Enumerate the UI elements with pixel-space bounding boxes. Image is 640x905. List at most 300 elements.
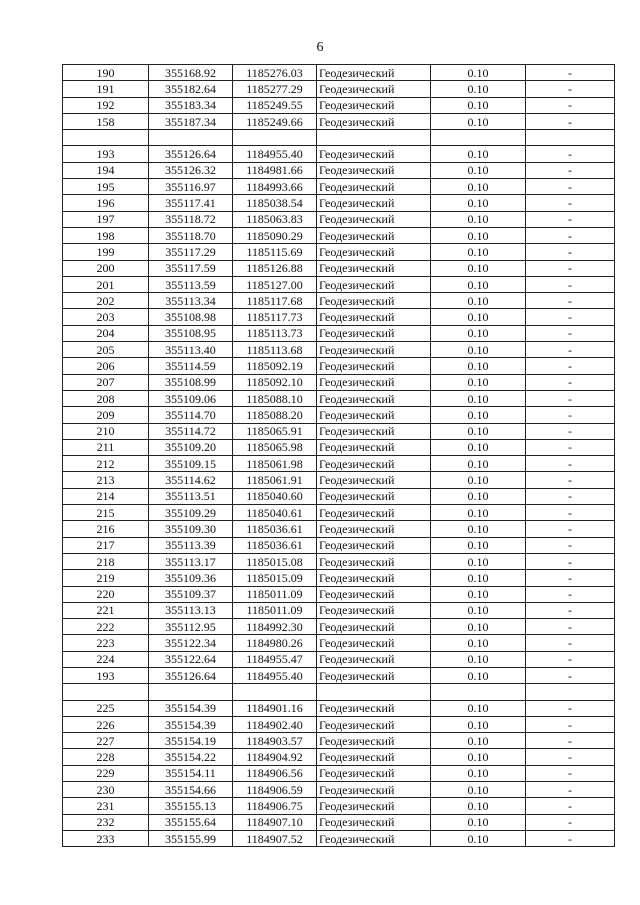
extra-cell: - (526, 358, 615, 374)
y-coordinate-cell: 1184906.59 (233, 782, 317, 798)
accuracy-cell: 0.10 (431, 179, 526, 195)
point-number-cell: 191 (63, 81, 149, 97)
accuracy-cell: 0.10 (431, 635, 526, 651)
table-row (63, 260, 615, 276)
accuracy-cell: 0.10 (431, 390, 526, 406)
table-row (63, 65, 615, 81)
y-coordinate-cell: 1184993.66 (233, 179, 317, 195)
y-coordinate-cell: 1185127.00 (233, 276, 317, 292)
extra-cell: - (526, 439, 615, 455)
point-number-cell: 215 (63, 505, 149, 521)
point-number-cell: 225 (63, 700, 149, 716)
y-coordinate-cell: 1185038.54 (233, 195, 317, 211)
y-coordinate-cell: 1185015.09 (233, 570, 317, 586)
accuracy-cell: 0.10 (431, 472, 526, 488)
y-coordinate-cell: 1185113.73 (233, 325, 317, 341)
y-coordinate-cell: 1185011.09 (233, 602, 317, 618)
method-cell: Геодезический (317, 472, 431, 488)
point-number-cell: 199 (63, 244, 149, 260)
method-cell: Геодезический (317, 814, 431, 830)
x-coordinate-cell: 355168.92 (149, 65, 233, 81)
table-row (63, 390, 615, 406)
y-coordinate-cell: 1185040.61 (233, 505, 317, 521)
y-coordinate-cell: 1185277.29 (233, 81, 317, 97)
method-cell: Геодезический (317, 602, 431, 618)
extra-cell: - (526, 456, 615, 472)
table-row (63, 309, 615, 325)
point-number-cell: 231 (63, 798, 149, 814)
accuracy-cell: 0.10 (431, 716, 526, 732)
table-row (63, 113, 615, 129)
point-number-cell: 198 (63, 227, 149, 243)
x-coordinate-cell: 355154.11 (149, 765, 233, 781)
y-coordinate-cell (233, 130, 317, 146)
x-coordinate-cell: 355155.13 (149, 798, 233, 814)
extra-cell: - (526, 505, 615, 521)
page-number: 6 (316, 40, 324, 55)
y-coordinate-cell: 1184955.40 (233, 146, 317, 162)
point-number-cell: 219 (63, 570, 149, 586)
method-cell: Геодезический (317, 325, 431, 341)
method-cell: Геодезический (317, 342, 431, 358)
extra-cell: - (526, 814, 615, 830)
table-row (63, 244, 615, 260)
y-coordinate-cell: 1185040.60 (233, 488, 317, 504)
point-number-cell: 196 (63, 195, 149, 211)
point-number-cell: 204 (63, 325, 149, 341)
table-row (63, 423, 615, 439)
extra-cell: - (526, 765, 615, 781)
extra-cell: - (526, 553, 615, 569)
point-number-cell: 232 (63, 814, 149, 830)
y-coordinate-cell: 1185036.61 (233, 521, 317, 537)
point-number-cell: 205 (63, 342, 149, 358)
x-coordinate-cell: 355113.59 (149, 276, 233, 292)
method-cell: Геодезический (317, 570, 431, 586)
accuracy-cell: 0.10 (431, 521, 526, 537)
coordinates-table-body (63, 65, 615, 847)
y-coordinate-cell: 1184902.40 (233, 716, 317, 732)
y-coordinate-cell: 1185276.03 (233, 65, 317, 81)
extra-cell (526, 684, 615, 700)
method-cell: Геодезический (317, 309, 431, 325)
point-number-cell: 226 (63, 716, 149, 732)
x-coordinate-cell: 355114.70 (149, 407, 233, 423)
table-row (63, 651, 615, 667)
table-row (63, 472, 615, 488)
method-cell: Геодезический (317, 733, 431, 749)
accuracy-cell: 0.10 (431, 358, 526, 374)
extra-cell: - (526, 81, 615, 97)
method-cell: Геодезический (317, 553, 431, 569)
y-coordinate-cell: 1185092.10 (233, 374, 317, 390)
table-row (63, 211, 615, 227)
extra-cell: - (526, 195, 615, 211)
x-coordinate-cell: 355118.72 (149, 211, 233, 227)
extra-cell: - (526, 179, 615, 195)
point-number-cell: 218 (63, 553, 149, 569)
point-number-cell: 207 (63, 374, 149, 390)
y-coordinate-cell: 1185249.55 (233, 97, 317, 113)
x-coordinate-cell: 355113.34 (149, 293, 233, 309)
point-number-cell: 228 (63, 749, 149, 765)
x-coordinate-cell: 355109.20 (149, 439, 233, 455)
table-row (63, 570, 615, 586)
y-coordinate-cell: 1184981.66 (233, 162, 317, 178)
table-row (63, 586, 615, 602)
method-cell: Геодезический (317, 586, 431, 602)
table-row (63, 814, 615, 830)
y-coordinate-cell: 1184904.92 (233, 749, 317, 765)
extra-cell: - (526, 227, 615, 243)
table-row (63, 195, 615, 211)
method-cell: Геодезический (317, 81, 431, 97)
point-number-cell: 229 (63, 765, 149, 781)
point-number-cell: 203 (63, 309, 149, 325)
y-coordinate-cell: 1185061.98 (233, 456, 317, 472)
extra-cell: - (526, 733, 615, 749)
y-coordinate-cell: 1185117.73 (233, 309, 317, 325)
y-coordinate-cell: 1185088.10 (233, 390, 317, 406)
extra-cell: - (526, 276, 615, 292)
method-cell: Геодезический (317, 439, 431, 455)
accuracy-cell: 0.10 (431, 65, 526, 81)
x-coordinate-cell: 355109.06 (149, 390, 233, 406)
accuracy-cell: 0.10 (431, 97, 526, 113)
method-cell: Геодезический (317, 179, 431, 195)
point-number-cell: 222 (63, 619, 149, 635)
extra-cell: - (526, 309, 615, 325)
accuracy-cell: 0.10 (431, 162, 526, 178)
point-number-cell (63, 684, 149, 700)
table-row (63, 456, 615, 472)
method-cell (317, 684, 431, 700)
table-row (63, 439, 615, 455)
point-number-cell: 210 (63, 423, 149, 439)
x-coordinate-cell: 355113.17 (149, 553, 233, 569)
table-row (63, 765, 615, 781)
extra-cell: - (526, 586, 615, 602)
accuracy-cell: 0.10 (431, 749, 526, 765)
extra-cell: - (526, 260, 615, 276)
method-cell: Геодезический (317, 407, 431, 423)
extra-cell: - (526, 635, 615, 651)
extra-cell: - (526, 113, 615, 129)
extra-cell: - (526, 667, 615, 683)
table-row (63, 700, 615, 716)
y-coordinate-cell: 1184907.52 (233, 830, 317, 846)
point-number-cell: 193 (63, 146, 149, 162)
y-coordinate-cell: 1185063.83 (233, 211, 317, 227)
method-cell: Геодезический (317, 488, 431, 504)
accuracy-cell: 0.10 (431, 733, 526, 749)
method-cell: Геодезический (317, 619, 431, 635)
extra-cell: - (526, 97, 615, 113)
point-number-cell: 233 (63, 830, 149, 846)
y-coordinate-cell: 1185011.09 (233, 586, 317, 602)
table-row (63, 798, 615, 814)
accuracy-cell: 0.10 (431, 488, 526, 504)
method-cell: Геодезический (317, 651, 431, 667)
extra-cell: - (526, 700, 615, 716)
point-number-cell: 221 (63, 602, 149, 618)
accuracy-cell: 0.10 (431, 325, 526, 341)
x-coordinate-cell: 355109.29 (149, 505, 233, 521)
point-number-cell: 224 (63, 651, 149, 667)
method-cell: Геодезический (317, 765, 431, 781)
method-cell: Геодезический (317, 227, 431, 243)
method-cell: Геодезический (317, 830, 431, 846)
method-cell (317, 130, 431, 146)
accuracy-cell: 0.10 (431, 537, 526, 553)
method-cell: Геодезический (317, 374, 431, 390)
accuracy-cell: 0.10 (431, 293, 526, 309)
point-number-cell: 211 (63, 439, 149, 455)
method-cell: Геодезический (317, 635, 431, 651)
method-cell: Геодезический (317, 390, 431, 406)
y-coordinate-cell (233, 684, 317, 700)
accuracy-cell: 0.10 (431, 456, 526, 472)
extra-cell: - (526, 570, 615, 586)
y-coordinate-cell: 1185065.98 (233, 439, 317, 455)
point-number-cell: 223 (63, 635, 149, 651)
x-coordinate-cell: 355109.30 (149, 521, 233, 537)
point-number-cell: 209 (63, 407, 149, 423)
table-row (63, 342, 615, 358)
accuracy-cell: 0.10 (431, 195, 526, 211)
point-number-cell: 195 (63, 179, 149, 195)
point-number-cell: 158 (63, 113, 149, 129)
x-coordinate-cell: 355117.41 (149, 195, 233, 211)
extra-cell: - (526, 146, 615, 162)
method-cell: Геодезический (317, 162, 431, 178)
x-coordinate-cell: 355113.13 (149, 602, 233, 618)
accuracy-cell: 0.10 (431, 374, 526, 390)
method-cell: Геодезический (317, 244, 431, 260)
method-cell: Геодезический (317, 195, 431, 211)
x-coordinate-cell: 355155.64 (149, 814, 233, 830)
x-coordinate-cell: 355108.99 (149, 374, 233, 390)
coordinates-table (62, 64, 615, 847)
x-coordinate-cell: 355117.29 (149, 244, 233, 260)
accuracy-cell: 0.10 (431, 782, 526, 798)
accuracy-cell: 0.10 (431, 407, 526, 423)
x-coordinate-cell: 355122.34 (149, 635, 233, 651)
extra-cell: - (526, 488, 615, 504)
table-row (63, 407, 615, 423)
extra-cell: - (526, 390, 615, 406)
y-coordinate-cell: 1185088.20 (233, 407, 317, 423)
accuracy-cell: 0.10 (431, 505, 526, 521)
accuracy-cell: 0.10 (431, 602, 526, 618)
table-row (63, 602, 615, 618)
x-coordinate-cell: 355126.64 (149, 146, 233, 162)
table-row (63, 81, 615, 97)
point-number-cell: 208 (63, 390, 149, 406)
x-coordinate-cell: 355109.36 (149, 570, 233, 586)
extra-cell: - (526, 423, 615, 439)
table-row (63, 374, 615, 390)
x-coordinate-cell: 355109.37 (149, 586, 233, 602)
extra-cell: - (526, 716, 615, 732)
table-row (63, 97, 615, 113)
accuracy-cell: 0.10 (431, 553, 526, 569)
point-number-cell: 220 (63, 586, 149, 602)
accuracy-cell: 0.10 (431, 113, 526, 129)
accuracy-cell: 0.10 (431, 211, 526, 227)
y-coordinate-cell: 1184955.47 (233, 651, 317, 667)
x-coordinate-cell: 355114.72 (149, 423, 233, 439)
y-coordinate-cell: 1184903.57 (233, 733, 317, 749)
method-cell: Геодезический (317, 456, 431, 472)
table-row (63, 325, 615, 341)
point-number-cell: 212 (63, 456, 149, 472)
accuracy-cell (431, 130, 526, 146)
method-cell: Геодезический (317, 293, 431, 309)
x-coordinate-cell: 355154.66 (149, 782, 233, 798)
point-number-cell: 200 (63, 260, 149, 276)
accuracy-cell: 0.10 (431, 309, 526, 325)
x-coordinate-cell: 355113.51 (149, 488, 233, 504)
point-number-cell: 214 (63, 488, 149, 504)
extra-cell: - (526, 749, 615, 765)
point-number-cell: 193 (63, 667, 149, 683)
extra-cell: - (526, 407, 615, 423)
method-cell: Геодезический (317, 65, 431, 81)
table-row (63, 505, 615, 521)
x-coordinate-cell: 355117.59 (149, 260, 233, 276)
x-coordinate-cell: 355154.39 (149, 716, 233, 732)
accuracy-cell: 0.10 (431, 244, 526, 260)
table-row (63, 537, 615, 553)
x-coordinate-cell (149, 684, 233, 700)
point-number-cell: 213 (63, 472, 149, 488)
point-number-cell: 217 (63, 537, 149, 553)
accuracy-cell: 0.10 (431, 619, 526, 635)
x-coordinate-cell: 355154.19 (149, 733, 233, 749)
y-coordinate-cell: 1184907.10 (233, 814, 317, 830)
accuracy-cell: 0.10 (431, 570, 526, 586)
method-cell: Геодезический (317, 667, 431, 683)
point-number-cell: 227 (63, 733, 149, 749)
point-number-cell: 194 (63, 162, 149, 178)
y-coordinate-cell: 1184980.26 (233, 635, 317, 651)
accuracy-cell: 0.10 (431, 276, 526, 292)
extra-cell: - (526, 244, 615, 260)
method-cell: Геодезический (317, 260, 431, 276)
y-coordinate-cell: 1184955.40 (233, 667, 317, 683)
table-row (63, 782, 615, 798)
accuracy-cell: 0.10 (431, 830, 526, 846)
x-coordinate-cell: 355118.70 (149, 227, 233, 243)
table-row (63, 146, 615, 162)
accuracy-cell: 0.10 (431, 146, 526, 162)
point-number-cell: 192 (63, 97, 149, 113)
method-cell: Геодезический (317, 521, 431, 537)
accuracy-cell: 0.10 (431, 227, 526, 243)
extra-cell: - (526, 472, 615, 488)
accuracy-cell: 0.10 (431, 586, 526, 602)
extra-cell: - (526, 537, 615, 553)
method-cell: Геодезический (317, 113, 431, 129)
method-cell: Геодезический (317, 798, 431, 814)
point-number-cell: 230 (63, 782, 149, 798)
accuracy-cell: 0.10 (431, 81, 526, 97)
accuracy-cell: 0.10 (431, 651, 526, 667)
table-row (63, 733, 615, 749)
x-coordinate-cell: 355113.39 (149, 537, 233, 553)
x-coordinate-cell: 355155.99 (149, 830, 233, 846)
extra-cell (526, 130, 615, 146)
method-cell: Геодезический (317, 749, 431, 765)
point-number-cell: 197 (63, 211, 149, 227)
table-row (63, 635, 615, 651)
table-row (63, 619, 615, 635)
extra-cell: - (526, 619, 615, 635)
extra-cell: - (526, 293, 615, 309)
table-row (63, 276, 615, 292)
table-row (63, 667, 615, 683)
table-row (63, 358, 615, 374)
x-coordinate-cell: 355182.64 (149, 81, 233, 97)
accuracy-cell: 0.10 (431, 814, 526, 830)
x-coordinate-cell: 355113.40 (149, 342, 233, 358)
x-coordinate-cell: 355187.34 (149, 113, 233, 129)
point-number-cell: 190 (63, 65, 149, 81)
y-coordinate-cell: 1185115.69 (233, 244, 317, 260)
accuracy-cell: 0.10 (431, 798, 526, 814)
x-coordinate-cell: 355108.95 (149, 325, 233, 341)
accuracy-cell: 0.10 (431, 439, 526, 455)
y-coordinate-cell: 1184906.56 (233, 765, 317, 781)
table-row (63, 488, 615, 504)
extra-cell: - (526, 342, 615, 358)
method-cell: Геодезический (317, 358, 431, 374)
accuracy-cell: 0.10 (431, 342, 526, 358)
y-coordinate-cell: 1185061.91 (233, 472, 317, 488)
y-coordinate-cell: 1185015.08 (233, 553, 317, 569)
y-coordinate-cell: 1184901.16 (233, 700, 317, 716)
method-cell: Геодезический (317, 276, 431, 292)
point-number-cell: 206 (63, 358, 149, 374)
x-coordinate-cell: 355126.32 (149, 162, 233, 178)
table-row (63, 553, 615, 569)
x-coordinate-cell: 355154.39 (149, 700, 233, 716)
method-cell: Геодезический (317, 97, 431, 113)
x-coordinate-cell: 355109.15 (149, 456, 233, 472)
extra-cell: - (526, 651, 615, 667)
y-coordinate-cell: 1185249.66 (233, 113, 317, 129)
extra-cell: - (526, 325, 615, 341)
method-cell: Геодезический (317, 716, 431, 732)
extra-cell: - (526, 798, 615, 814)
table-row (63, 162, 615, 178)
accuracy-cell: 0.10 (431, 700, 526, 716)
table-row (63, 227, 615, 243)
method-cell: Геодезический (317, 700, 431, 716)
extra-cell: - (526, 211, 615, 227)
accuracy-cell (431, 684, 526, 700)
table-row (63, 293, 615, 309)
x-coordinate-cell: 355122.64 (149, 651, 233, 667)
point-number-cell: 201 (63, 276, 149, 292)
x-coordinate-cell: 355114.62 (149, 472, 233, 488)
method-cell: Геодезический (317, 782, 431, 798)
y-coordinate-cell: 1185113.68 (233, 342, 317, 358)
x-coordinate-cell: 355116.97 (149, 179, 233, 195)
method-cell: Геодезический (317, 423, 431, 439)
y-coordinate-cell: 1185036.61 (233, 537, 317, 553)
